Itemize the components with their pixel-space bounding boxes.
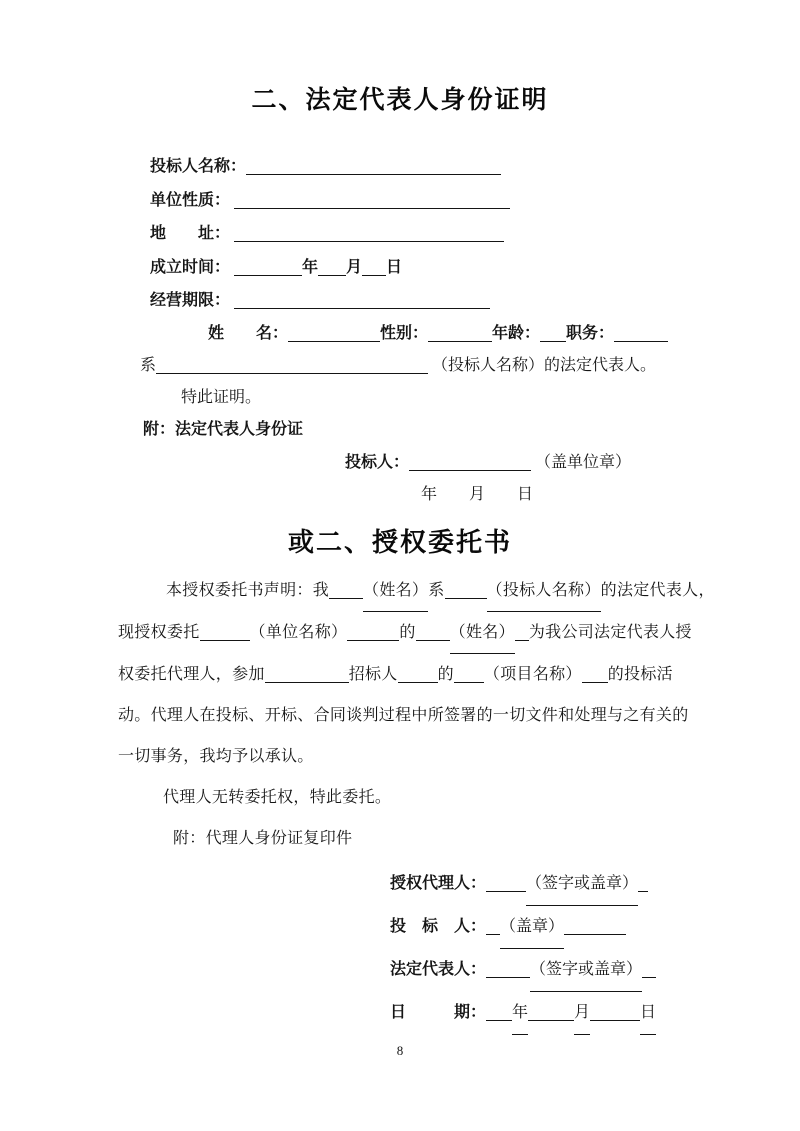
poa-line-3 xyxy=(118,654,682,695)
year-label: 年 xyxy=(302,258,319,276)
blank-line xyxy=(454,666,484,683)
date-row xyxy=(390,992,682,1035)
poa-body xyxy=(118,570,715,859)
field-row-address xyxy=(150,217,682,251)
blank-line xyxy=(515,624,529,641)
name-hint: （姓名） xyxy=(363,570,428,612)
person-name-label: 姓 名： xyxy=(208,324,289,342)
poa-text: 现授权委托 xyxy=(118,623,200,641)
bidder-name-hint: （投标人名称） xyxy=(487,570,601,612)
day-label: 日 xyxy=(640,992,656,1035)
blank-line xyxy=(528,1004,574,1021)
blank-line xyxy=(347,624,399,641)
age-label: 年龄： xyxy=(492,324,541,342)
poa-line-4: 动。代理人在投标、开标、合同谈判过程中所签署的一切文件和处理与之有关的 xyxy=(118,706,689,724)
bidder-label: 投 标 人： xyxy=(390,917,487,935)
cert-title: 二、法定代表人身份证明 xyxy=(251,86,549,114)
blank-line xyxy=(540,325,566,342)
blank-line xyxy=(564,918,626,935)
cert-attachment-line: 附：法定代表人身份证 xyxy=(143,420,304,438)
poa-text: 的 xyxy=(399,623,416,641)
blank-line xyxy=(398,666,438,683)
blank-line xyxy=(614,325,668,342)
field-row-bidder-name xyxy=(150,150,682,184)
no-transfer-line: 代理人无转委托权，特此委托。 xyxy=(163,788,392,806)
blank-line xyxy=(234,292,490,309)
post-label: 职务： xyxy=(566,324,615,342)
field-row-person-info xyxy=(208,318,682,350)
poa-line-1 xyxy=(166,570,715,612)
poa-text: 的投标活 xyxy=(607,665,673,683)
poa-text: 的法定代表人， xyxy=(600,581,715,599)
representative-signature-row xyxy=(390,949,682,992)
blank-line xyxy=(265,666,349,683)
seal-hint: （盖章） xyxy=(500,906,564,949)
blank-line xyxy=(486,875,526,892)
sign-or-seal-hint: （签字或盖章） xyxy=(530,949,642,992)
poa-text: 的 xyxy=(437,665,454,683)
unit-nature-label: 单位性质： xyxy=(150,191,231,209)
name-hint: （姓名） xyxy=(450,612,515,654)
blank-line xyxy=(362,259,386,276)
gender-label: 性别： xyxy=(380,324,429,342)
page-number: 8 xyxy=(396,1042,404,1058)
blank-line xyxy=(318,259,346,276)
month-label: 月 xyxy=(346,258,363,276)
tenderer-word: 招标人 xyxy=(348,665,398,683)
blank-line xyxy=(234,259,302,276)
is-suffix: （投标人名称）的法定代表人。 xyxy=(432,356,657,374)
blank-line xyxy=(234,225,504,242)
cert-bidder-sign-label: 投标人： xyxy=(345,453,410,471)
field-row-founded-date xyxy=(150,251,682,285)
project-name-hint: （项目名称） xyxy=(483,665,582,683)
blank-line xyxy=(486,961,530,978)
poa-text: 为我公司法定代表人授 xyxy=(528,623,692,641)
blank-line xyxy=(638,875,648,892)
cert-bidder-signature-row xyxy=(345,446,682,480)
poa-text: 本授权委托书声明：我 xyxy=(166,581,330,599)
bidder-signature-row xyxy=(390,906,682,949)
is-prefix: 系 xyxy=(140,356,157,374)
representative-label: 法定代表人： xyxy=(390,960,487,978)
blank-line xyxy=(329,582,363,599)
bidder-name-label: 投标人名称： xyxy=(150,158,247,175)
agent-label: 授权代理人： xyxy=(390,874,487,892)
blank-line xyxy=(200,624,250,641)
blank-line xyxy=(156,357,428,374)
poa-text: 系 xyxy=(428,581,445,599)
blank-line xyxy=(428,325,492,342)
poa-line-2 xyxy=(118,612,692,654)
blank-line xyxy=(590,1004,640,1021)
blank-line xyxy=(582,666,608,683)
blank-line xyxy=(246,158,501,175)
month-label: 月 xyxy=(574,992,590,1035)
founded-date-label: 成立时间： xyxy=(150,258,231,276)
blank-line xyxy=(288,325,380,342)
hereby-certify-line: 特此证明。 xyxy=(181,388,262,406)
cert-date-row: 年 月 日 xyxy=(421,485,534,503)
poa-line-5: 一切事务，我均予以承认。 xyxy=(118,747,314,765)
date-label: 日 期： xyxy=(390,1003,487,1021)
field-row-unit-nature xyxy=(150,184,682,218)
poa-attachment-line: 附：代理人身份证复印件 xyxy=(173,829,353,847)
blank-line xyxy=(486,918,500,935)
unit-name-hint: （单位名称） xyxy=(249,623,348,641)
cert-seal-hint: （盖单位章） xyxy=(535,453,632,471)
poa-signature-block xyxy=(390,863,682,1035)
sign-or-seal-hint: （签字或盖章） xyxy=(526,863,638,906)
blank-line xyxy=(642,961,656,978)
blank-line xyxy=(409,454,531,471)
blank-line xyxy=(445,582,487,599)
address-label: 地 址： xyxy=(150,225,231,242)
poa-text: 权委托代理人，参加 xyxy=(118,665,265,683)
cert-form xyxy=(118,150,682,510)
day-label: 日 xyxy=(386,258,403,276)
blank-line xyxy=(234,192,510,209)
agent-signature-row xyxy=(390,863,682,906)
blank-line xyxy=(486,1004,512,1021)
blank-line xyxy=(416,624,450,641)
business-term-label: 经营期限： xyxy=(150,292,231,309)
year-label: 年 xyxy=(512,992,528,1035)
is-representative-line xyxy=(140,350,682,382)
poa-title: 或二、授权委托书 xyxy=(287,526,512,557)
field-row-business-term xyxy=(150,284,682,318)
